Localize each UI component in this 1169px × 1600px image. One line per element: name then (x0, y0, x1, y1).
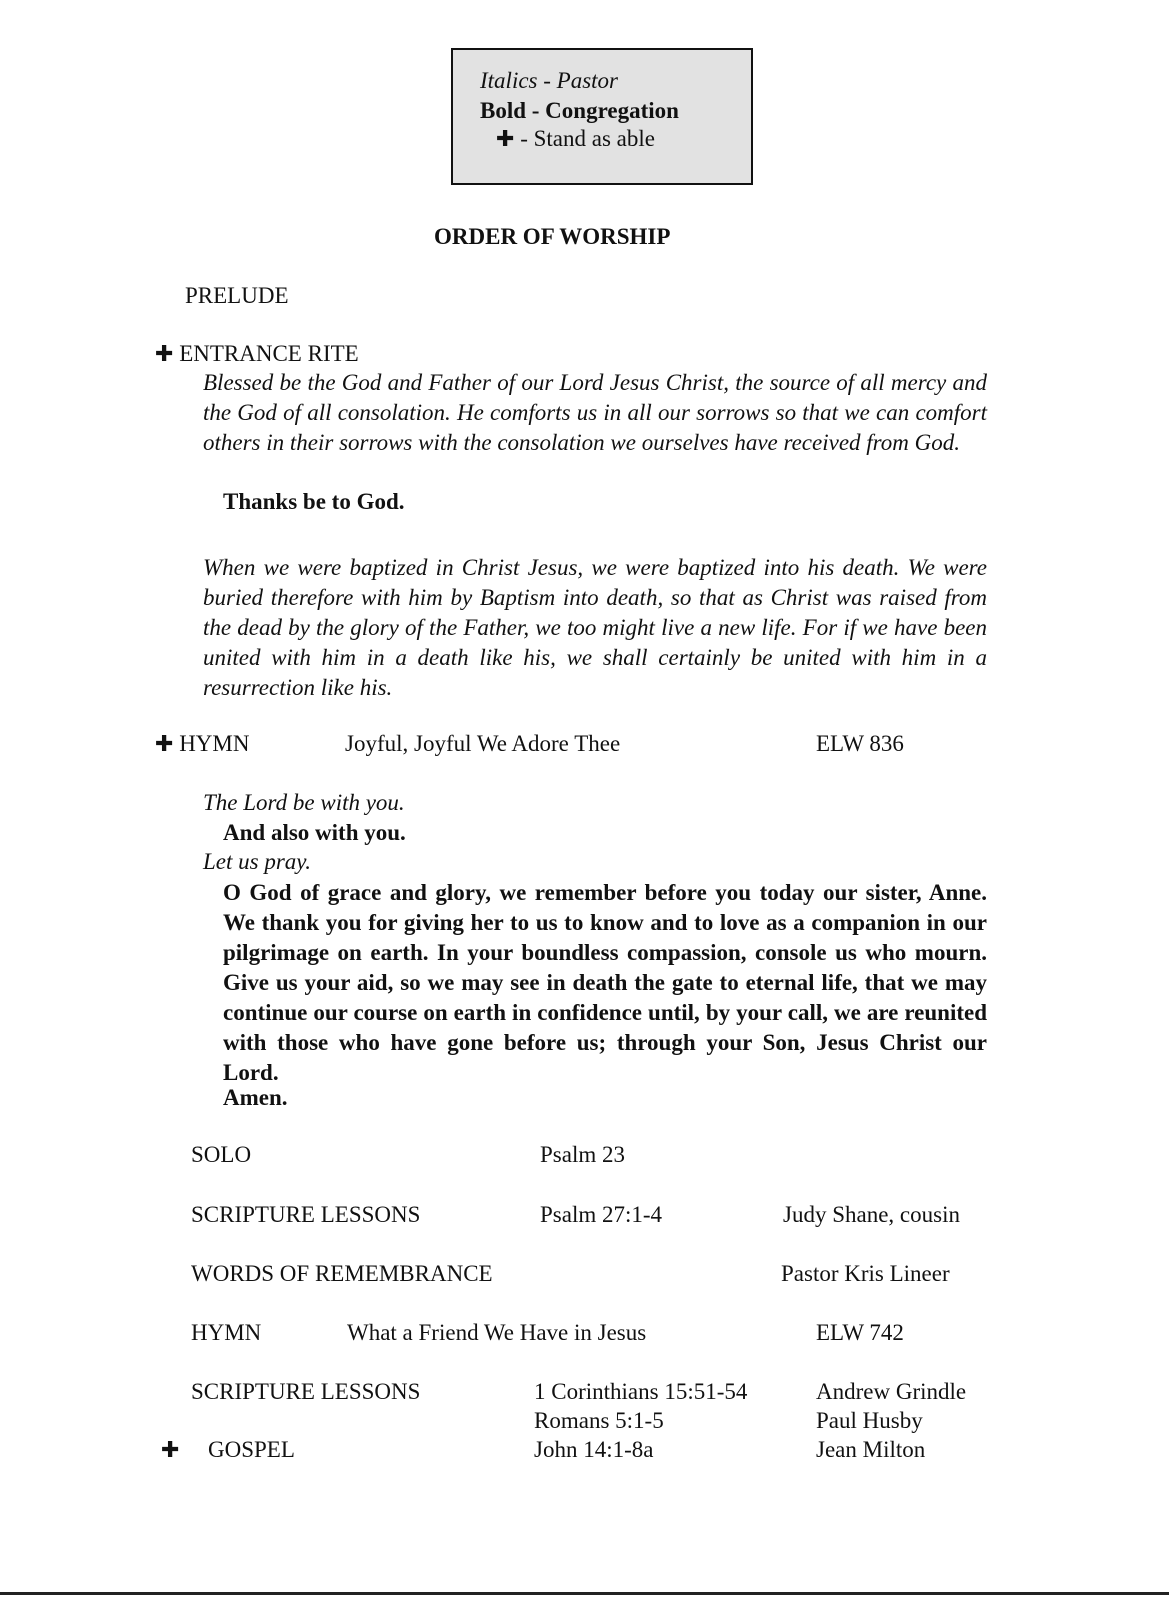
cross-icon: ✚ (161, 1438, 180, 1463)
hymn1-row (155, 731, 249, 757)
legend-italics: Italics - Pastor (480, 68, 618, 93)
hymn1-title: Joyful, Joyful We Adore Thee (345, 731, 621, 756)
hymn1-label: HYMN (179, 731, 250, 756)
entrance-blessing: Blessed be the God and Father of our Lord Jesus Christ, the source of all mercy and the God of all consolation. He comforts us in all our sorrows so that we can comfort others in their sorrows with the consolation we ourselves have received from God. (203, 370, 987, 455)
legend-box (451, 48, 753, 185)
prayer-amen: Amen. (223, 1085, 288, 1110)
prayer-text: O God of grace and glory, we remember before you today our sister, Anne. We thank you for giving her to us to know and to love as a companion in our pilgrimage on earth. In your boundless compassion, console us who mourn. Give us your aid, so we may see in death the gate to eternal life, that we may continue our course on earth in confidence until, by your call, we are reunited with those who have gone before us; through your Son, Jesus Christ our Lord. (223, 880, 987, 1085)
cross-icon: ✚ (155, 342, 174, 367)
gospel-label: GOSPEL (208, 1437, 295, 1462)
legend-stand-text: - Stand as able (514, 126, 655, 151)
legend-bold: Bold - Congregation (480, 98, 679, 123)
entrance-heading-row (155, 341, 359, 367)
hymn2-label: HYMN (191, 1320, 262, 1345)
gospel-reading: John 14:1-8a (534, 1437, 654, 1462)
solo-piece: Psalm 23 (540, 1142, 625, 1167)
lessons2-reading1: 1 Corinthians 15:51-54 (534, 1379, 748, 1404)
lessons1-label: SCRIPTURE LESSONS (191, 1202, 421, 1227)
greeting-invite: Let us pray. (203, 849, 311, 874)
lessons2-reader2: Paul Husby (816, 1408, 923, 1433)
hymn2-title: What a Friend We Have in Jesus (347, 1320, 647, 1345)
legend-stand (496, 126, 655, 152)
lessons1-reader: Judy Shane, cousin (783, 1202, 960, 1227)
entrance-heading: ENTRANCE RITE (179, 341, 359, 366)
entrance-response: Thanks be to God. (223, 489, 405, 514)
hymn1-number: ELW 836 (816, 731, 904, 756)
gospel-symbol (161, 1437, 179, 1463)
lessons2-reading2: Romans 5:1-5 (534, 1408, 664, 1433)
gospel-reader: Jean Milton (816, 1437, 926, 1462)
page-bottom-edge (0, 1592, 1169, 1595)
remembrance-speaker: Pastor Kris Lineer (781, 1261, 950, 1286)
cross-icon: ✚ (155, 732, 174, 757)
baptism-text: When we were baptized in Christ Jesus, we were baptized into his death. We were buried therefore with him by Baptism into death, so that as Christ was raised from the dead by the glory of the Father, we too might live a new life. For if we have been united with him in a death like his, we shall certainly be united with him in a resurrection like his. (203, 555, 987, 700)
remembrance-label: WORDS OF REMEMBRANCE (191, 1261, 493, 1286)
page-title: ORDER OF WORSHIP (434, 224, 671, 249)
hymn2-number: ELW 742 (816, 1320, 904, 1345)
cross-icon: ✚ (496, 127, 515, 152)
greeting-pastor: The Lord be with you. (203, 790, 405, 815)
prelude-heading: PRELUDE (185, 283, 289, 308)
greeting-response: And also with you. (223, 820, 406, 845)
lessons1-reading: Psalm 27:1-4 (540, 1202, 663, 1227)
solo-label: SOLO (191, 1142, 252, 1167)
lessons2-label: SCRIPTURE LESSONS (191, 1379, 421, 1404)
lessons2-reader1: Andrew Grindle (816, 1379, 967, 1404)
